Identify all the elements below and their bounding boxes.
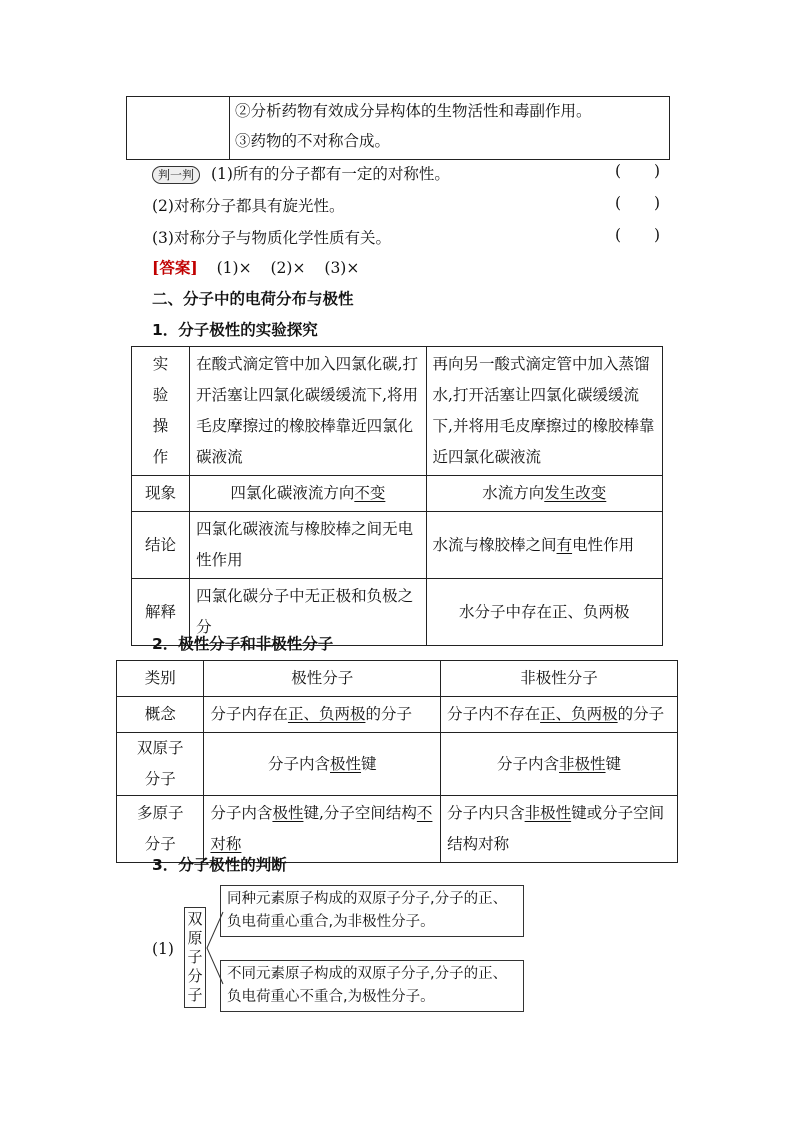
operation-right: 再向另一酸式滴定管中加入蒸馏水,打开活塞让四氯化碳缓缓流下,并将用毛皮摩擦过的橡胶棒靠近四氯化碳液流 [426, 347, 662, 476]
judge-icon: 判一判 [152, 166, 200, 184]
row-head-explanation: 解释 [132, 579, 190, 646]
operation-left: 在酸式滴定管中加入四氯化碳,打开活塞让四氯化碳缓缓流下,将用毛皮摩擦过的橡胶棒靠近四氯化碳液流 [190, 347, 426, 476]
explanation-left: 四氯化碳分子中无正极和负极之分 [190, 579, 426, 646]
row-head-operation: 实验操作 [132, 347, 190, 476]
answer-2: (2)× [270, 259, 306, 277]
table-row [132, 512, 663, 579]
top-table-line3: ③药物的不对称合成。 [235, 132, 391, 150]
judge-item-2: (2)对称分子都具有旋光性。 [152, 197, 345, 215]
polyatomic-left: 分子内含极性键,分子空间结构不对称 [204, 796, 441, 863]
explanation-right: 水分子中存在正、负两极 [426, 579, 662, 646]
table-row [132, 476, 663, 512]
header-polar: 极性分子 [204, 661, 441, 697]
diagram-center-label: 双原子分子 [187, 910, 203, 1004]
answer-paren-2: ( ) [615, 194, 660, 212]
conclusion-right: 水流与橡胶棒之间有电性作用 [426, 512, 662, 579]
top-table [126, 96, 670, 160]
row-head-polyatomic: 多原子分子 [117, 796, 204, 863]
answer-line [152, 256, 359, 278]
polyatomic-right: 分子内只含非极性键或分子空间结构对称 [441, 796, 678, 863]
answer-1: (1)× [216, 259, 252, 277]
sub2-title: 2．极性分子和非极性分子 [152, 635, 334, 653]
phenomenon-left: 四氯化碳液流方向不变 [190, 476, 426, 512]
judge-item-1-row [152, 162, 450, 184]
polarity-table [116, 660, 678, 863]
conclusion-left: 四氯化碳液流与橡胶棒之间无电性作用 [190, 512, 426, 579]
answer-paren-3: ( ) [615, 226, 660, 244]
row-head-conclusion: 结论 [132, 512, 190, 579]
row-head-diatomic: 双原子分子 [117, 733, 204, 796]
answer-paren-1: ( ) [615, 162, 660, 180]
diagram-label: (1) [152, 940, 174, 958]
experiment-table [131, 346, 663, 646]
diatomic-left: 分子内含极性键 [204, 733, 441, 796]
diagram-center-box [184, 907, 206, 1008]
top-table-divider [229, 97, 230, 159]
table-row [117, 661, 678, 697]
diagram-bottom-box: 不同元素原子构成的双原子分子,分子的正、负电荷重心不重合,为极性分子。 [220, 960, 524, 1012]
concept-left: 分子内存在正、负两极的分子 [204, 697, 441, 733]
table-row [117, 697, 678, 733]
answer-tag: [答案] [152, 258, 198, 277]
sub3-title: 3．分子极性的判断 [152, 856, 287, 874]
header-nonpolar: 非极性分子 [441, 661, 678, 697]
header-category: 类别 [117, 661, 204, 697]
table-row [117, 733, 678, 796]
answer-3: (3)× [324, 259, 360, 277]
judge-item-3: (3)对称分子与物质化学性质有关。 [152, 229, 391, 247]
table-row [132, 347, 663, 476]
sub1-title: 1．分子极性的实验探究 [152, 321, 318, 339]
phenomenon-right: 水流方向发生改变 [426, 476, 662, 512]
row-head-phenomenon: 现象 [132, 476, 190, 512]
diatomic-right: 分子内含非极性键 [441, 733, 678, 796]
concept-right: 分子内不存在正、负两极的分子 [441, 697, 678, 733]
diagram-top-box: 同种元素原子构成的双原子分子,分子的正、负电荷重心重合,为非极性分子。 [220, 885, 524, 937]
section2-title: 二、分子中的电荷分布与极性 [152, 290, 354, 308]
judge-item-1: (1)所有的分子都有一定的对称性。 [210, 165, 450, 183]
row-head-concept: 概念 [117, 697, 204, 733]
top-table-line2: ②分析药物有效成分异构体的生物活性和毒副作用。 [235, 102, 592, 120]
